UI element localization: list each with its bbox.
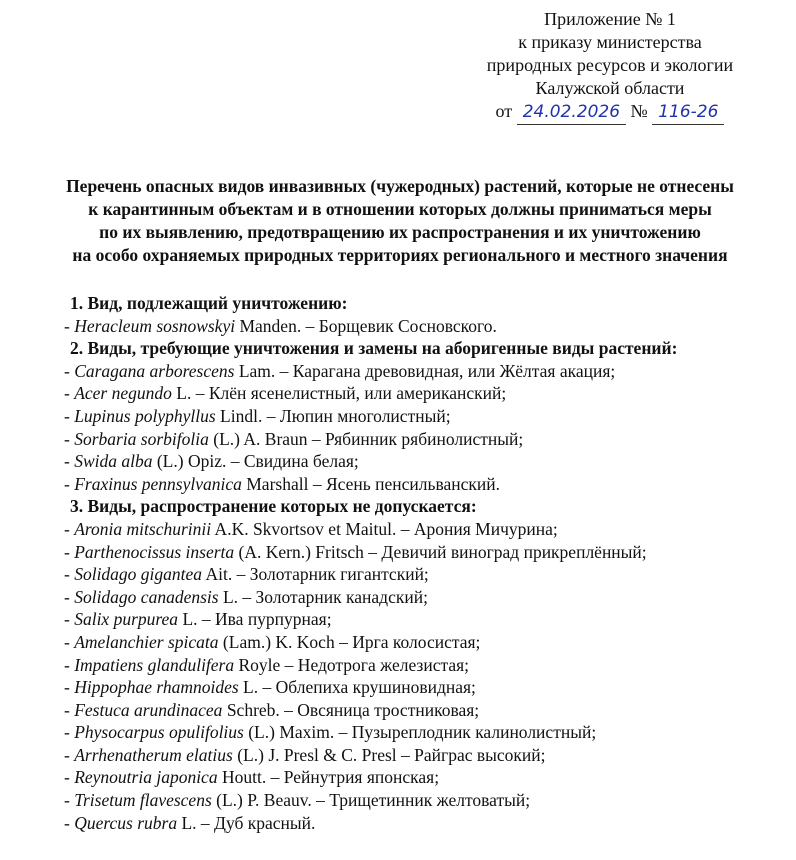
latin-name: Arrhenatherum elatius [74, 744, 233, 765]
species-item: - Impatiens glandulifera Royle – Недотрога железистая; [64, 654, 470, 675]
species-description: Marshall – Ясень пенсильванский. [241, 473, 500, 494]
species-item: - Parthenocissus inserta (A. Kern.) Fritsch – Девичий виноград прикреплённый; [64, 541, 647, 562]
species-description: Ait. – Золотарник гигантский; [202, 564, 429, 585]
latin-name: Trisetum flavescens [74, 790, 212, 811]
latin-name: Salix purpurea [74, 609, 179, 630]
date-prefix: от [495, 101, 513, 121]
latin-name: Fraxinus pennsylvanica [74, 473, 242, 494]
species-item: - Solidago gigantea Ait. – Золотарник гигантский; [64, 564, 429, 585]
appendix-line-4: Калужской области [535, 78, 685, 98]
species-item: - Lupinus polyphyllus Lindl. – Люпин многолистный; [64, 405, 451, 426]
species-item: - Arrhenatherum elatius (L.) J. Presl & C. Presl – Райграс высокий; [64, 744, 546, 765]
latin-name: Sorbaria sorbifolia [74, 428, 209, 449]
appendix-header [420, 8, 796, 125]
species-item: - Caragana arborescens Lam. – Карагана древовидная, или Жёлтая акация; [64, 360, 616, 381]
species-item: - Acer negundo L. – Клён ясенелистный, или американский; [64, 383, 507, 404]
species-description: (L.) Maxim. – Пузыреплодник калинолистный; [243, 722, 597, 743]
species-item: - Sorbaria sorbifolia (L.) A. Braun – Рябинник рябинолистный; [64, 428, 524, 449]
species-description: L. – Облепиха крушиновидная; [238, 677, 476, 698]
latin-name: Physocarpus opulifolius [74, 722, 244, 743]
latin-name: Acer negundo [74, 383, 172, 404]
appendix-line-1: Приложение № 1 [544, 9, 676, 29]
species-description: Manden. – Борщевик Сосновского. [235, 315, 497, 336]
species-description: L. – Золотарник канадский; [218, 586, 428, 607]
latin-name: Swida alba [74, 451, 153, 472]
species-description: Lindl. – Люпин многолистный; [215, 405, 451, 426]
latin-name: Parthenocissus inserta [74, 541, 235, 562]
species-item: - Swida alba (L.) Opiz. – Свидина белая; [64, 451, 359, 472]
species-item: - Fraxinus pennsylvanica Marshall – Ясень пенсильванский. [64, 473, 500, 494]
species-description: (L.) P. Beauv. – Трищетинник желтоватый; [211, 790, 531, 811]
species-item: - Trisetum flavescens (L.) P. Beauv. – Трищетинник желтоватый; [64, 790, 531, 811]
species-description: Schreb. – Овсяница тростниковая; [222, 699, 480, 720]
latin-name: Lupinus polyphyllus [74, 405, 216, 426]
species-item: - Quercus rubra L. – Дуб красный. [64, 812, 316, 833]
title-line-1: Перечень опасных видов инвазивных (чужеродных) растений, которые не отнесены [66, 176, 734, 196]
order-date-number [420, 100, 796, 125]
document-title [20, 175, 780, 267]
species-description: Royle – Недотрога железистая; [234, 654, 470, 675]
latin-name: Impatiens glandulifera [74, 654, 235, 675]
handwritten-date: 24.02.2026 [517, 101, 626, 125]
latin-name: Caragana arborescens [74, 360, 235, 381]
species-description: Lam. – Карагана древовидная, или Жёлтая акация; [234, 360, 616, 381]
species-description: L. – Клён ясенелистный, или американский; [171, 383, 507, 404]
species-description: L. – Ива пурпурная; [178, 609, 332, 630]
title-line-3: по их выявлению, предотвращению их распространения и их уничтожению [99, 222, 701, 242]
species-item: - Hippophae rhamnoides L. – Облепиха крушиновидная; [64, 677, 476, 698]
latin-name: Hippophae rhamnoides [74, 677, 239, 698]
title-line-2: к карантинным объектам и в отношении которых должны приниматься меры [88, 199, 712, 219]
species-item: - Aronia mitschurinii A.K. Skvortsov et Maitul. – Арония Мичурина; [64, 518, 558, 539]
species-description: L. – Дуб красный. [177, 812, 316, 833]
number-prefix: № [630, 101, 648, 121]
section-heading: 2. Виды, требующие уничтожения и замены на аборигенные виды растений: [70, 338, 678, 359]
species-item: - Salix purpurea L. – Ива пурпурная; [64, 609, 332, 630]
species-item: - Reynoutria japonica Houtt. – Рейнутрия японская; [64, 767, 440, 788]
species-item: - Physocarpus opulifolius (L.) Maxim. – Пузыреплодник калинолистный; [64, 722, 597, 743]
species-description: (L.) A. Braun – Рябинник рябинолистный; [208, 428, 524, 449]
species-item: - Solidago canadensis L. – Золотарник канадский; [64, 586, 428, 607]
title-line-4: на особо охраняемых природных территориях регионального и местного значения [72, 245, 728, 265]
appendix-line-2: к приказу министерства [518, 32, 702, 52]
species-description: (Lam.) K. Koch – Ирга колосистая; [218, 631, 481, 652]
species-description: A.K. Skvortsov et Maitul. – Арония Мичурина; [211, 518, 558, 539]
latin-name: Quercus rubra [74, 812, 178, 833]
species-item: - Festuca arundinacea Schreb. – Овсяница тростниковая; [64, 699, 480, 720]
section-heading: 3. Виды, распространение которых не допускается: [70, 496, 477, 517]
section-heading: 1. Вид, подлежащий уничтожению: [70, 293, 348, 313]
species-description: (L.) Opiz. – Свидина белая; [152, 451, 359, 472]
appendix-line-3: природных ресурсов и экологии [486, 55, 734, 75]
species-description: Houtt. – Рейнутрия японская; [217, 767, 440, 788]
species-description: (A. Kern.) Fritsch – Девичий виноград прикреплённый; [234, 541, 647, 562]
latin-name: Solidago gigantea [74, 564, 203, 585]
latin-name: Solidago canadensis [74, 586, 219, 607]
species-list [64, 292, 794, 834]
handwritten-number: 116-26 [652, 101, 724, 125]
latin-name: Amelanchier spicata [74, 631, 219, 652]
species-description: (L.) J. Presl & C. Presl – Райграс высокий; [232, 744, 546, 765]
latin-name: Aronia mitschurinii [74, 518, 212, 539]
latin-name: Reynoutria japonica [74, 767, 218, 788]
latin-name: Festuca arundinacea [74, 699, 223, 720]
latin-name: Heracleum sosnowskyi [74, 315, 236, 336]
species-item: - Amelanchier spicata (Lam.) K. Koch – Ирга колосистая; [64, 631, 481, 652]
species-item: - Heracleum sosnowskyi Manden. – Борщевик Сосновского. [64, 315, 497, 336]
